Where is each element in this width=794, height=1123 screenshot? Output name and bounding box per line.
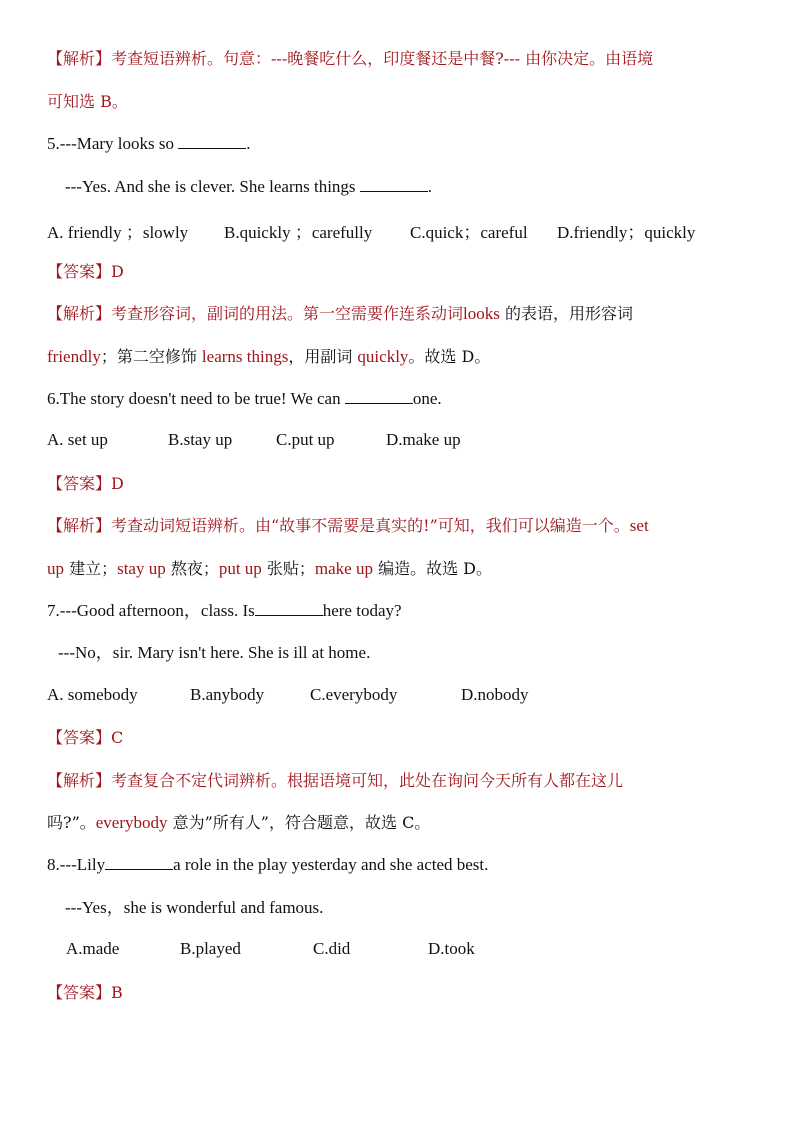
q5-reply-text: ---Yes. And she is clever. She learns things xyxy=(65,177,356,196)
q8-option-d: D.took xyxy=(428,939,475,958)
q6-option-b: B.stay up xyxy=(168,430,233,449)
q6-stem-end: one. xyxy=(412,389,442,408)
q5-answer: 【答案】D xyxy=(47,262,124,281)
q6-option-c: C.put up xyxy=(276,430,335,449)
q5-stem-line-2 xyxy=(65,176,785,198)
q6-analysis-line-1 xyxy=(47,515,767,537)
q7-stem-line-2: ---No，sir. Mary isn't here. She is ill at home. xyxy=(58,643,371,662)
q5-blank-1 xyxy=(178,134,246,149)
q7-option-c: C.everybody xyxy=(310,685,398,704)
q8-blank xyxy=(105,855,173,870)
q8-answer: 【答案】B xyxy=(47,983,123,1002)
q5-option-d: D.friendly；quickly xyxy=(557,223,696,242)
q6-analysis-keyword-set: set xyxy=(629,516,649,535)
q7-option-d: D.nobody xyxy=(461,685,529,704)
q7-analysis-text-b: 吗?”。 xyxy=(47,813,96,832)
q5-stem-end: . xyxy=(246,134,251,153)
q6-analysis-keyword-put-up: put up xyxy=(218,559,262,578)
q6-analysis-text-e: 编造。故选 D。 xyxy=(372,559,492,578)
q5-analysis-text-a: 【解析】考查形容词，副词的用法。第一空需要作连系动词 xyxy=(47,304,464,323)
q7-analysis-text-c: 意为”所有人”，符合题意，故选 C。 xyxy=(167,813,431,832)
q5-option-b: B.quickly ；carefully xyxy=(224,223,373,242)
prev-analysis-line-2: 可知选 B。 xyxy=(47,92,128,111)
q5-stem-line-1 xyxy=(47,133,767,155)
prev-analysis-line-1: 【解析】考查短语辨析。句意：---晚餐吃什么，印度餐还是中餐?--- 由你决定。由语境 xyxy=(47,49,654,68)
q5-analysis-text-e: 。故选 D。 xyxy=(408,347,491,366)
q7-stem-end: here today? xyxy=(322,601,402,620)
q5-analysis-line-2 xyxy=(47,346,767,368)
q7-analysis-line-1: 【解析】考查复合不定代词辨析。根据语境可知，此处在询问今天所有人都在这儿 xyxy=(47,771,624,790)
q5-analysis-keyword-quickly: quickly xyxy=(357,347,409,366)
q8-option-a: A.made xyxy=(66,939,120,958)
q8-option-b: B.played xyxy=(180,939,241,958)
q8-stem-text: 8.---Lily xyxy=(47,855,106,874)
q6-analysis-text-a: 【解析】考查动词短语辨析。由“故事不需要是真实的!”可知，我们可以编造一个。 xyxy=(47,516,630,535)
q8-stem-line-1 xyxy=(47,854,767,876)
q5-analysis-keyword-friendly: friendly xyxy=(47,347,101,366)
q8-stem-line-2: ---Yes，she is wonderful and famous. xyxy=(65,898,324,917)
q6-stem-text: 6.The story doesn't need to be true! We can xyxy=(47,389,341,408)
q5-blank-2 xyxy=(360,177,428,192)
q7-blank xyxy=(255,601,323,616)
q5-analysis-keyword-learns-things: learns things xyxy=(201,347,289,366)
q6-analysis-keyword-make-up: make up xyxy=(314,559,373,578)
q6-answer: 【答案】D xyxy=(47,474,124,493)
q6-option-d: D.make up xyxy=(386,430,461,449)
q5-reply-end: . xyxy=(427,177,433,196)
q6-stem-line-1 xyxy=(47,388,767,410)
q7-stem-line-1 xyxy=(47,600,767,622)
q6-analysis-line-2 xyxy=(47,558,767,580)
q7-option-b: B.anybody xyxy=(190,685,265,704)
q7-analysis-line-2 xyxy=(47,812,767,834)
q7-option-a: A. somebody xyxy=(47,685,138,704)
q6-blank xyxy=(345,389,413,404)
q5-option-c: C.quick；careful xyxy=(410,223,528,242)
q6-option-a: A. set up xyxy=(47,430,108,449)
q6-analysis-keyword-stay-up: stay up xyxy=(117,559,166,578)
q7-answer: 【答案】C xyxy=(47,728,124,747)
q6-analysis-text-c: 熬夜； xyxy=(165,559,219,578)
q7-stem-text: 7.---Good afternoon，class. Is xyxy=(47,601,255,620)
q5-analysis-text-b: 的表语，用形容词 xyxy=(499,304,633,323)
q6-analysis-keyword-up: up xyxy=(47,559,64,578)
q5-analysis-text-c: ；第二空修饰 xyxy=(100,347,202,366)
q5-analysis-keyword-looks: looks xyxy=(463,304,500,323)
q5-analysis-line-1 xyxy=(47,303,767,325)
q5-stem-text: 5.---Mary looks so xyxy=(47,134,175,153)
q6-analysis-text-b: 建立； xyxy=(64,559,118,578)
q5-analysis-text-d: ，用副词 xyxy=(288,347,358,366)
q7-analysis-keyword-everybody: everybody xyxy=(95,813,168,832)
q5-option-a: A. friendly ；slowly xyxy=(47,223,189,242)
q6-analysis-text-d: 张贴； xyxy=(261,559,315,578)
q8-option-c: C.did xyxy=(313,939,351,958)
q8-stem-end: a role in the play yesterday and she acted best. xyxy=(173,855,489,874)
